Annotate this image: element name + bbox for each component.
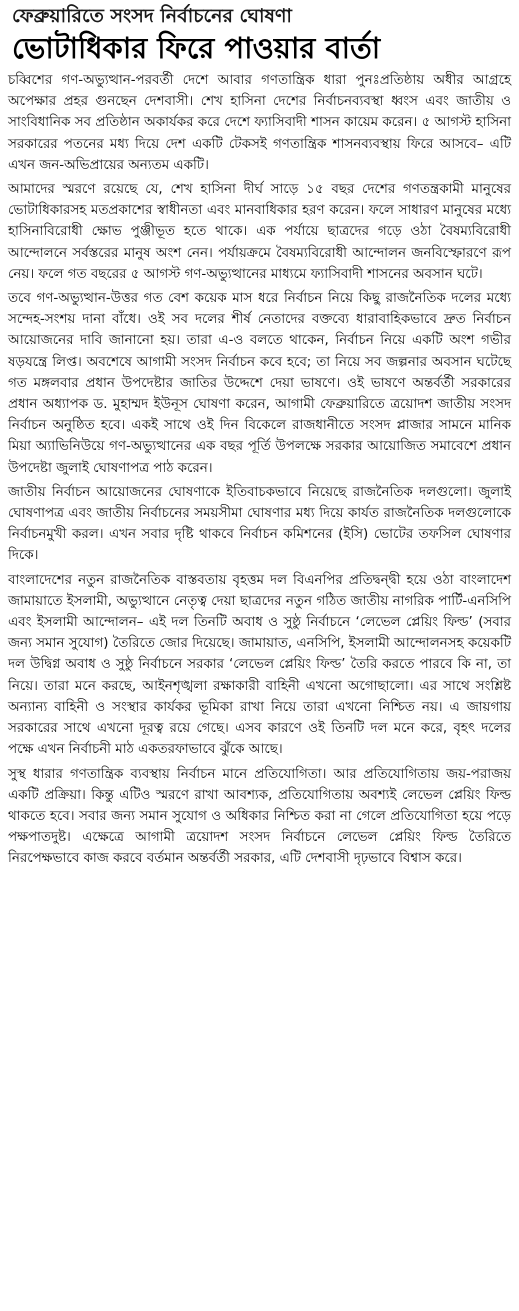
article-paragraph: চব্বিশের গণ-অভ্যুত্থান-পরবর্তী দেশে আবার গণতান্ত্রিক ধারা পুনঃপ্রতিষ্ঠায় অধীর আগ্রহে অপেক্ষার প্রহর গুনছেন দেশবাসী। শেখ হাসিনা দেশের নির্বাচনব্যবস্থা ধ্বংস এবং জাতীয় ও সাংবিধানিক সব প্রতিষ্ঠান অকার্যকর করে দেশে ফ্যাসিবাদী শাসন কায়েম করেন। ৫ আগস্ট হাসিনা সরকারের পতনের মধ্য দিয়ে দেশ একটি টেকসই গণতান্ত্রিক শাসনব্যবস্থায় ফিরে আসবে– এটি এখন জন-অভিপ্রায়ের অন্যতম একটি। [8,73,511,173]
article-paragraph: সুস্থ ধারার গণতান্ত্রিক ব্যবস্থায় নির্বাচন মানে প্রতিযোগিতা। আর প্রতিযোগিতায় জয়-পরাজয় একটি প্রক্রিয়া। কিন্তু এটিও স্মরণে রাখা আবশ্যক, প্রতিযোগিতায় অবশ্যই লেভেল প্লেয়িং ফিল্ড থাকতে হবে। সবার জন্য সমান সুযোগ ও অধিকার নিশ্চিত করা না গেলে প্রতিযোগিতা হয়ে পড়ে পক্ষপাতদুষ্ট। এক্ষেত্রে আগামী ত্রয়োদশ সংসদ নির্বাচনে লেভেল প্লেয়িং ফিল্ড তৈরিতে নিরপেক্ষভাবে কাজ করবে বর্তমান অন্তর্বর্তী সরকার, এটি দেশবাসী দৃঢ়ভাবে বিশ্বাস করে। [8,766,511,867]
article-paragraph: বাংলাদেশের নতুন রাজনৈতিক বাস্তবতায় বৃহত্তম দল বিএনপির প্রতিদ্বন্দ্বী হয়ে ওঠা বাংলাদেশ জামায়াতে ইসলামী, অভ্যুত্থানে নেতৃত্ব দেয়া ছাত্রদের নতুন গঠিত জাতীয় নাগরিক পার্টি-এনসিপি এবং ইসলামী আন্দোলন– এই দল তিনটি অবাধ ও সুষ্ঠু নির্বাচনে ‘লেভেল প্লেয়িং ফিল্ড’ (সবার জন্য সমান সুযোগ) তৈরিতে জোর দিয়েছে। জামায়াত, এনসিপি, ইসলামী আন্দোলনসহ কয়েকটি দল উদ্বিগ্ন অবাধ ও সুষ্ঠু নির্বাচনে সরকার ‘লেভেল প্লেয়িং ফিল্ড’ তৈরি করতে পারবে কি না, তা নিয়ে। তারা মনে করছে, আইনশৃঙ্খলা রক্ষাকারী বাহিনী এখনো অগোছালো। এর সাথে সংশ্লিষ্ট অন্যান্য বাহিনী ও সংস্থার কার্যকর ভূমিকা রাখা নিয়ে তারা এখনো নিশ্চিত নয়। এ জায়গায় সরকারের সাথে এখনো দূরত্ব রয়ে গেছে। এসব কারণে ওই তিনটি দল মনে করে, বৃহৎ দলের পক্ষে এখন নির্বাচনী মাঠ একতরফাভাবে ঝুঁকে আছে। [8,572,511,758]
article-kicker: ফেব্রুয়ারিতে সংসদ নির্বাচনের ঘোষণা [12,5,292,27]
article-paragraph: জাতীয় নির্বাচন আয়োজনের ঘোষণাকে ইতিবাচকভাবে নিয়েছে রাজনৈতিক দলগুলো। জুলাই ঘোষণাপত্র এবং জাতীয় নির্বাচনের সময়সীমা ঘোষণার মধ্য দিয়ে কার্যত রাজনৈতিক দলগুলোকে নির্বাচনমুখী করল। এখন সবার দৃষ্টি থাকবে নির্বাচন কমিশনের (ইসি) ভোটের তফসিল ঘোষণার দিকে। [8,484,511,564]
article-paragraph: আমাদের স্মরণে রয়েছে যে, শেখ হাসিনা দীর্ঘ সাড়ে ১৫ বছর দেশের গণতন্ত্রকামী মানুষের ভোটাধিকারসহ মতপ্রকাশের স্বাধীনতা এবং মানবাধিকার হরণ করেন। ফলে সাধারণ মানুষের মধ্যে হাসিনাবিরোধী ক্ষোভ পুঞ্জীভূত হতে থাকে। এক পর্যায়ে ছাত্রদের গড়ে ওঠা বৈষম্যবিরোধী আন্দোলনে সর্বস্তরের মানুষ অংশ নেন। পর্যায়ক্রমে বৈষম্যবিরোধী আন্দোলন জনবিস্ফোরণে রূপ নেয়। ফলে গত বছরের ৫ আগস্ট গণ-অভ্যুত্থানের মাধ্যমে ফ্যাসিবাদী শাসনের অবসান ঘটে। [8,182,511,282]
article-paragraph: তবে গণ-অভ্যুত্থান-উত্তর গত বেশ কয়েক মাস ধরে নির্বাচন নিয়ে কিছু রাজনৈতিক দলের মধ্যে সন্দেহ-সংশয় দানা বাঁধে। ওই সব দলের শীর্ষ নেতাদের বক্তব্যে ধারাবাহিকভাবে দ্রুত নির্বাচন আয়োজনের দাবি জানানো হয়। তারা এ-ও বলতে থাকেন, নির্বাচন নিয়ে একটি অংশ গভীর ষড়যন্ত্রে লিপ্ত। অবশেষে আগামী সংসদ নির্বাচন কবে হবে; তা নিয়ে সব জল্পনার অবসান ঘটেছে গত মঙ্গলবার প্রধান উপদেষ্টার জাতির উদ্দেশে দেয়া ভাষণে। ওই ভাষণে অন্তর্বর্তী সরকারের প্রধান অধ্যাপক ড. মুহাম্মদ ইউনূস ঘোষণা করেন, আগামী ফেব্রুয়ারিতে ত্রয়োদশ জাতীয় সংসদ নির্বাচন অনুষ্ঠিত হবে। একই সাথে ওই দিন বিকেলে রাজধানীতে সংসদ প্লাজার সামনে মানিক মিয়া অ্যাভিনিউয়ে গণ-অভ্যুত্থানের এক বছর পূর্তি উপলক্ষে সরকার আয়োজিত সমাবেশে প্রধান উপদেষ্টা জুলাই ঘোষণাপত্র পাঠ করেন। [8,291,511,476]
article-headline: ভোটাধিকার ফিরে পাওয়ার বার্তা [12,31,381,65]
article-body [8,70,511,870]
